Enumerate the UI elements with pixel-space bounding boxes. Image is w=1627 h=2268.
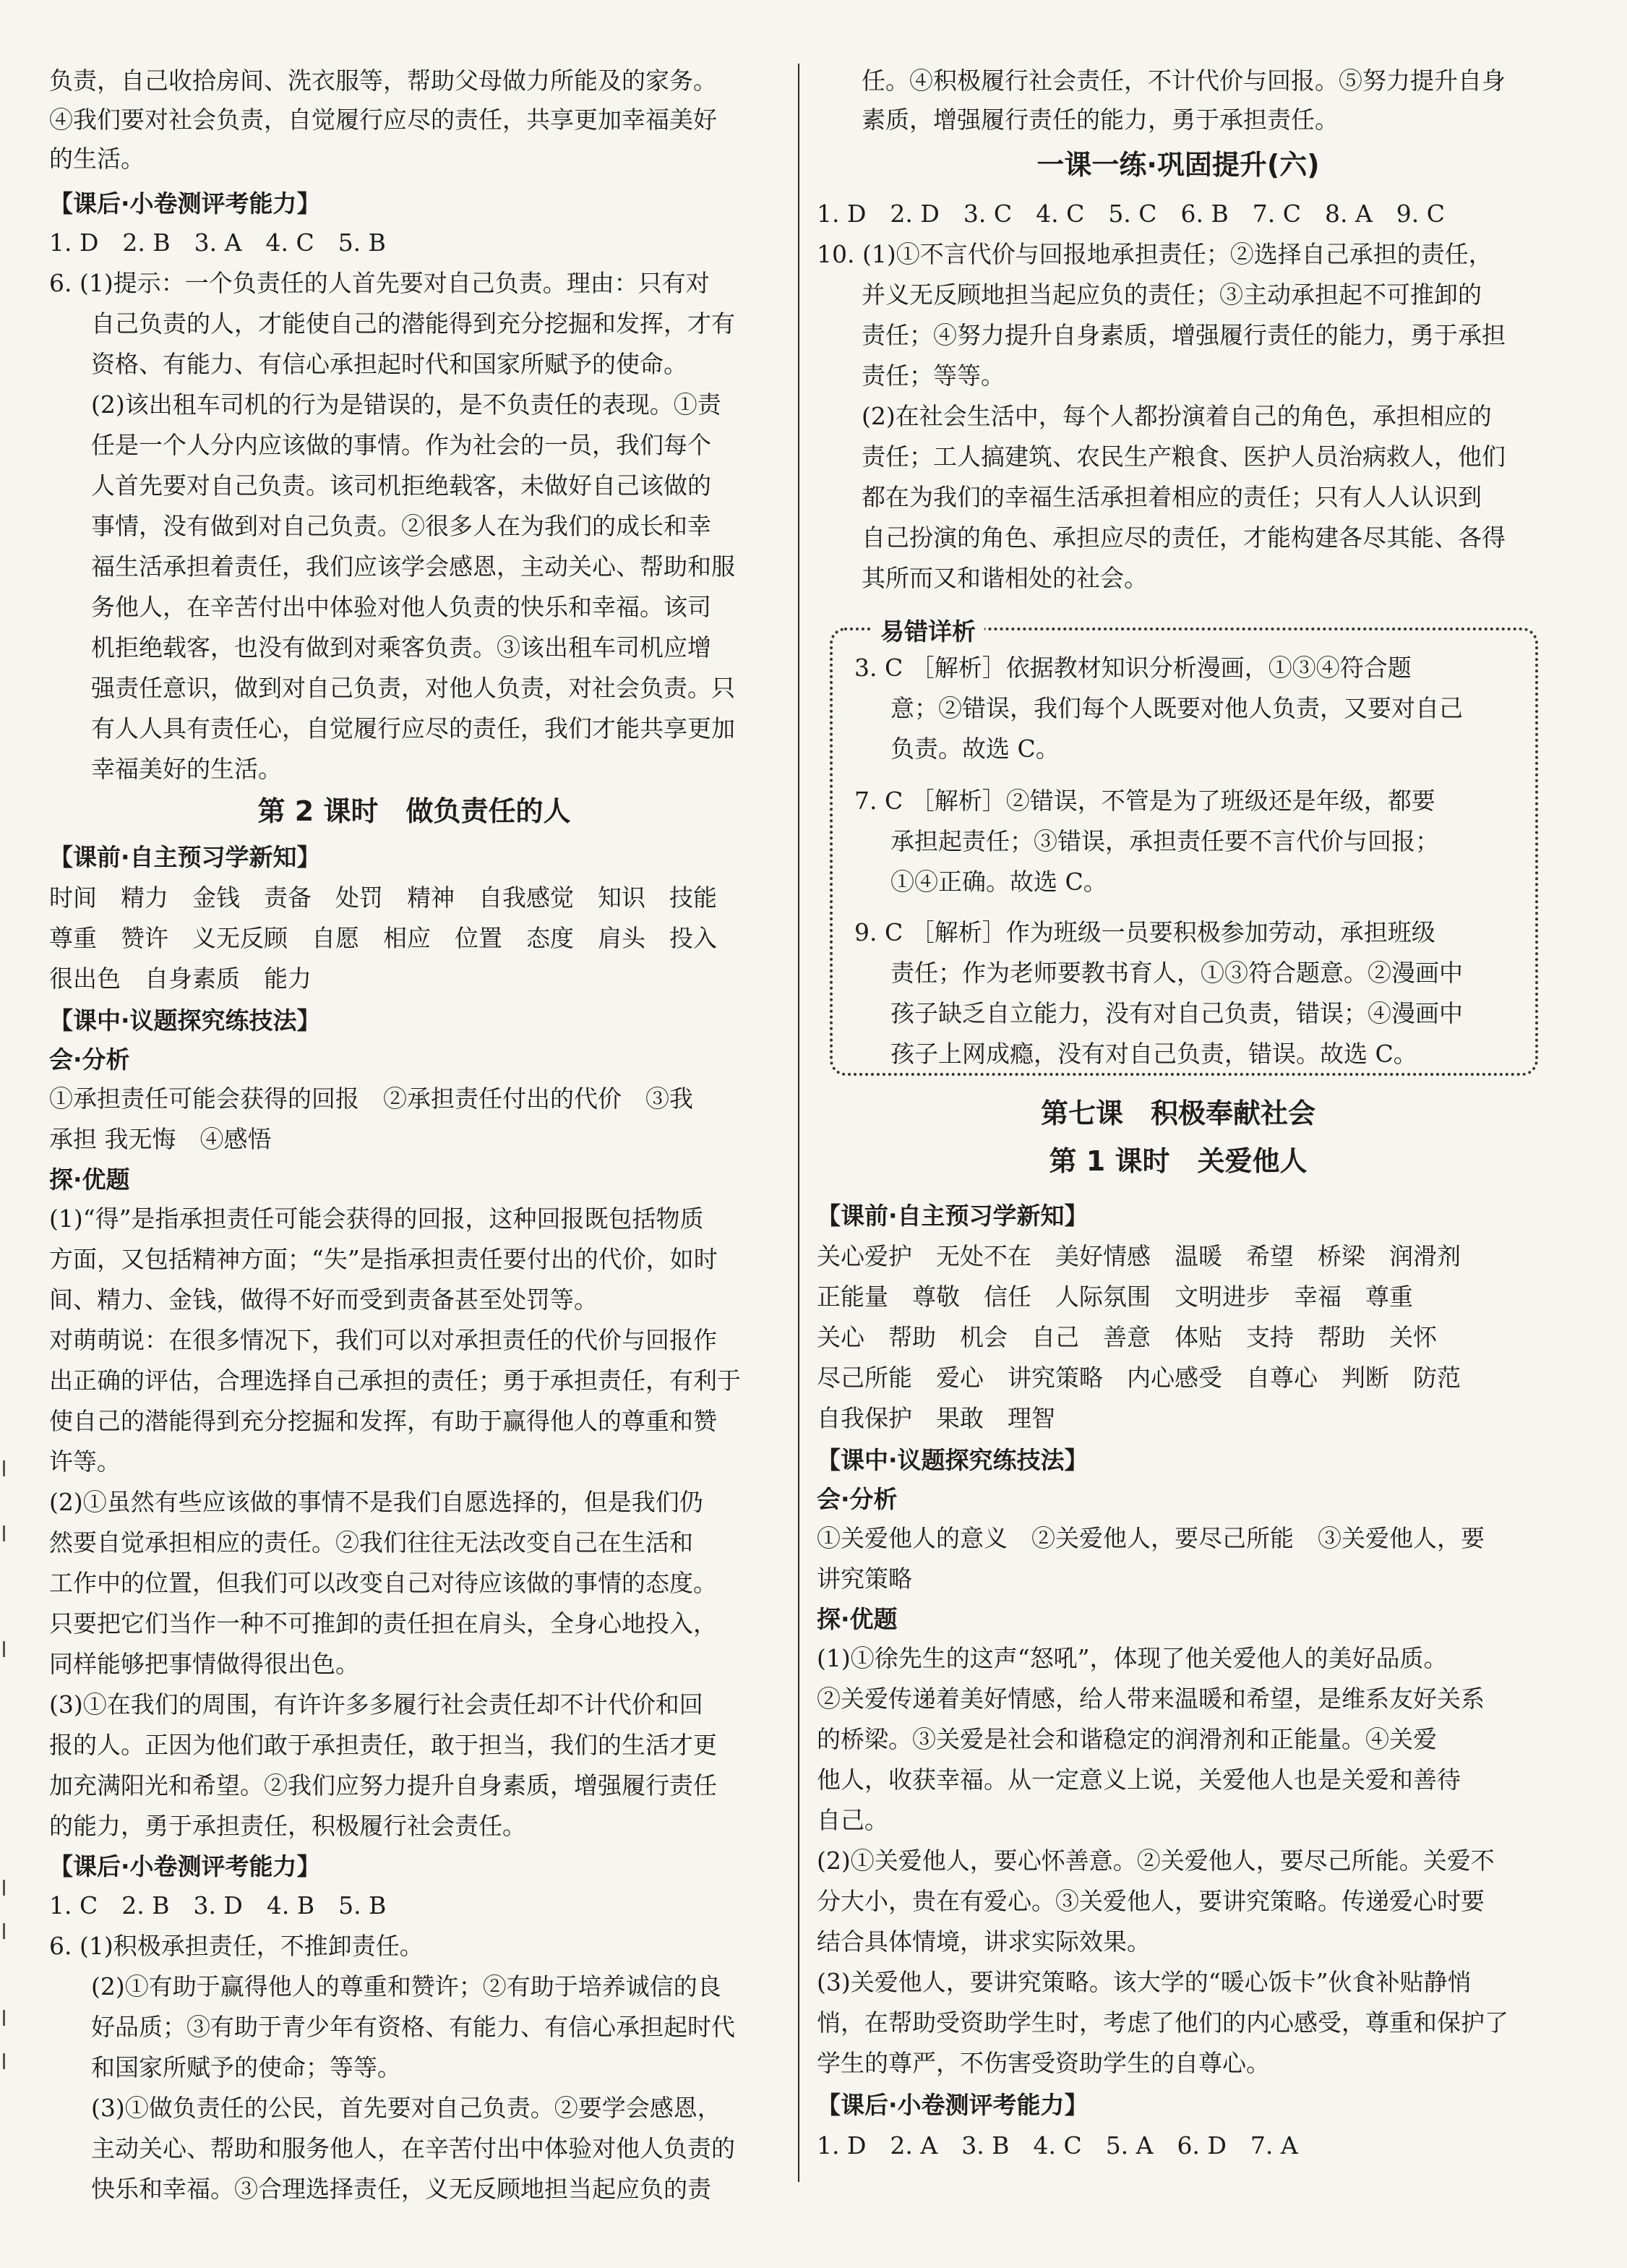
text-line: 负责，自己收拾房间、洗衣服等，帮助父母做力所能及的家务。 <box>49 67 717 95</box>
note-line: 意；②错误，我们每个人既要对他人负责，又要对自己 <box>890 694 1463 722</box>
note-line: 7. C ［解析］②错误，不管是为了班级还是年级，都要 <box>854 787 1435 815</box>
text-line: 学生的尊严，不伤害受资助学生的自尊心。 <box>817 2049 1270 2077</box>
text-line: 结合具体情境，讲求实际效果。 <box>817 1927 1151 1956</box>
text-line: 自己负责的人，才能使自己的潜能得到充分挖掘和发挥，才有 <box>91 309 735 338</box>
text-line: ④我们要对社会负责，自觉履行应尽的责任，共享更加幸福美好 <box>49 106 717 134</box>
subsection-label: 探·优题 <box>49 1165 130 1194</box>
text-line: 资格、有能力、有信心承担起时代和国家所赋予的使命。 <box>91 350 687 378</box>
note-line: 9. C ［解析］作为班级一员要积极参加劳动，承担班级 <box>854 918 1435 946</box>
text-line: (3)关爱他人，要讲究策略。该大学的“暖心饭卡”伙食补贴静悄 <box>817 1968 1472 1996</box>
note-line: 3. C ［解析］依据教材知识分析漫画，①③④符合题 <box>854 654 1412 682</box>
note-line: 责任；作为老师要教书育人，①③符合题意。②漫画中 <box>890 959 1463 987</box>
note-line: 承担起责任；③错误，承担责任要不言代价与回报； <box>890 827 1439 855</box>
answer-line: 1. C 2. B 3. D 4. B 5. B <box>49 1891 387 1920</box>
keyword-line: 关心爱护 无处不在 美好情感 温暖 希望 桥梁 润滑剂 <box>817 1242 1461 1270</box>
keyword-line: 尽己所能 爱心 讲究策略 内心感受 自尊心 判断 防范 <box>817 1364 1461 1392</box>
text-line: (2)①有助于赢得他人的尊重和赞许；②有助于培养诚信的良 <box>91 1972 721 2000</box>
text-line: 方面，又包括精神方面；“失”是指承担责任要付出的代价，如时 <box>49 1245 718 1273</box>
answer-line: 1. D 2. A 3. B 4. C 5. A 6. D 7. A <box>817 2131 1298 2160</box>
keyword-line: 时间 精力 金钱 责备 处罚 精神 自我感觉 知识 技能 <box>49 883 717 912</box>
text-line: 的桥梁。③关爱是社会和谐稳定的润滑剂和正能量。④关爱 <box>817 1725 1437 1753</box>
text-line: 报的人。正因为他们敢于承担责任，敢于担当，我们的生活才更 <box>49 1731 717 1759</box>
text-line: 责任；等等。 <box>862 361 1005 390</box>
text-line: 责任；④努力提升自身素质，增强履行责任的能力，勇于承担 <box>862 321 1506 349</box>
text-line: 间、精力、金钱，做得不好而受到责备甚至处罚等。 <box>49 1285 598 1314</box>
note-line: 孩子上网成瘾，没有对自己负责，错误。故选 C。 <box>890 1040 1417 1068</box>
answer-line: 1. D 2. B 3. A 4. C 5. B <box>49 228 386 257</box>
answer-line: 1. D 2. D 3. C 4. C 5. C 6. B 7. C 8. A 9. C <box>817 200 1446 228</box>
note-line: ①④正确。故选 C。 <box>890 868 1107 896</box>
error-analysis-title: 易错详析 <box>872 613 984 647</box>
text-line: 素质，增强履行责任的能力，勇于承担责任。 <box>862 106 1339 134</box>
text-line: 好品质；③有助于青少年有资格、有能力、有信心承担起时代 <box>91 2013 735 2041</box>
text-line: 快乐和幸福。③合理选择责任，义无反顾地担当起应负的责 <box>91 2175 711 2203</box>
text-line: 机拒绝载客，也没有做到对乘客负责。③该出租车司机应增 <box>91 633 711 662</box>
text-line: (2)在社会生活中，每个人都扮演着自己的角色，承担相应的 <box>862 402 1492 430</box>
text-line: 工作中的位置，但我们可以改变自己对待应该做的事情的态度。 <box>49 1569 717 1597</box>
text-line: ①承担责任可能会获得的回报 ②承担责任付出的代价 ③我 <box>49 1084 693 1113</box>
text-line: 幸福美好的生活。 <box>91 755 282 783</box>
text-line: 的生活。 <box>49 145 145 173</box>
subsection-label: 会·分析 <box>817 1485 898 1513</box>
text-line: (3)①做负责任的公民，首先要对自己负责。②要学会感恩， <box>91 2094 721 2122</box>
keyword-line: 正能量 尊敬 信任 人际氛围 文明进步 幸福 尊重 <box>817 1283 1413 1311</box>
text-line: 然要自觉承担相应的责任。②我们往往无法改变自己在生活和 <box>49 1528 693 1557</box>
margin-mark <box>3 1641 5 1657</box>
margin-mark <box>3 2010 5 2026</box>
text-line: (1)“得”是指承担责任可能会获得的回报，这种回报既包括物质 <box>49 1204 704 1233</box>
text-line: 加充满阳光和希望。②我们应努力提升自身素质，增强履行责任 <box>49 1771 717 1800</box>
text-line: 责任；工人搞建筑、农民生产粮食、医护人员治病救人，他们 <box>862 442 1506 471</box>
section-label: 【课后·小卷测评考能力】 <box>817 2091 1089 2119</box>
lesson-heading: 第 2 课时 做负责任的人 <box>257 795 571 827</box>
note-line: 负责。故选 C。 <box>890 735 1060 763</box>
text-line: 其所而又和谐相处的社会。 <box>862 564 1148 592</box>
section-label: 【课后·小卷测评考能力】 <box>49 1852 321 1880</box>
section-label: 【课后·小卷测评考能力】 <box>49 189 321 218</box>
section-label: 【课中·议题探究练技法】 <box>49 1006 321 1035</box>
text-line: 只要把它们当作一种不可推卸的责任担在肩头，全身心地投入， <box>49 1609 717 1638</box>
text-line: 自己扮演的角色、承担应尽的责任，才能构建各尽其能、各得 <box>862 523 1506 552</box>
text-line: 讲究策略 <box>817 1565 912 1593</box>
margin-mark <box>3 1525 5 1541</box>
text-line: 福生活承担着责任，我们应该学会感恩，主动关心、帮助和服 <box>91 552 735 581</box>
keyword-line: 关心 帮助 机会 自己 善意 体贴 支持 帮助 关怀 <box>817 1323 1437 1351</box>
chapter-heading: 第七课 积极奉献社会 <box>1040 1097 1315 1129</box>
text-line: 务他人，在辛苦付出中体验对他人负责的快乐和幸福。该司 <box>91 593 711 621</box>
column-divider <box>798 64 799 2182</box>
section-label: 【课前·自主预习学新知】 <box>49 843 321 871</box>
margin-mark <box>3 1460 5 1476</box>
text-line: 并义无反顾地担当起应负的责任；③主动承担起不可推卸的 <box>862 281 1482 309</box>
text-line: 自己。 <box>817 1806 888 1834</box>
text-line: 6. (1)提示：一个负责任的人首先要对自己负责。理由：只有对 <box>49 269 710 297</box>
text-line: 10. (1)①不言代价与回报地承担责任；②选择自己承担的责任， <box>817 240 1493 268</box>
text-line: 和国家所赋予的使命；等等。 <box>91 2053 401 2081</box>
lesson-heading: 第 1 课时 关爱他人 <box>1049 1145 1308 1177</box>
section-label: 【课中·议题探究练技法】 <box>817 1446 1089 1474</box>
section-label: 【课前·自主预习学新知】 <box>817 1202 1089 1230</box>
text-line: 任是一个人分内应该做的事情。作为社会的一员，我们每个 <box>91 431 711 459</box>
subsection-label: 探·优题 <box>817 1605 898 1633</box>
text-line: 使自己的潜能得到充分挖掘和发挥，有助于赢得他人的尊重和赞 <box>49 1407 717 1435</box>
margin-mark <box>3 1880 5 1896</box>
keyword-line: 自我保护 果敢 理智 <box>817 1404 1055 1432</box>
text-line: 事情，没有做到对自己负责。②很多人在为我们的成长和幸 <box>91 512 711 540</box>
text-line: 分大小，贵在有爱心。③关爱他人，要讲究策略。传递爱心时要 <box>817 1887 1485 1915</box>
text-line: 对萌萌说：在很多情况下，我们可以对承担责任的代价与回报作 <box>49 1326 717 1354</box>
text-line: 强责任意识，做到对自己负责，对他人负责，对社会负责。只 <box>91 674 735 702</box>
practice-heading: 一课一练·巩固提升(六) <box>1036 149 1320 181</box>
text-line: (3)①在我们的周围，有许许多多履行社会责任却不计代价和回 <box>49 1690 703 1719</box>
subsection-label: 会·分析 <box>49 1045 130 1074</box>
keyword-line: 很出色 自身素质 能力 <box>49 964 312 993</box>
error-analysis-box <box>830 617 1538 1076</box>
text-line: (2)该出租车司机的行为是错误的，是不负责任的表现。①责 <box>91 390 721 419</box>
text-line: 6. (1)积极承担责任，不推卸责任。 <box>49 1932 424 1960</box>
margin-mark <box>3 1923 5 1939</box>
text-line: 悄，在帮助受资助学生时，考虑了他们的内心感受，尊重和保护了 <box>817 2008 1508 2037</box>
text-line: 有人人具有责任心，自觉履行应尽的责任，我们才能共享更加 <box>91 714 735 743</box>
text-line: 出正确的评估，合理选择自己承担的责任；勇于承担责任，有利于 <box>49 1366 741 1395</box>
text-line: 都在为我们的幸福生活承担着相应的责任；只有人人认识到 <box>862 483 1482 511</box>
text-line: ②关爱传递着美好情感，给人带来温暖和希望，是维系友好关系 <box>817 1685 1485 1713</box>
text-line: (2)①关爱他人，要心怀善意。②关爱他人，要尽己所能。关爱不 <box>817 1847 1495 1875</box>
text-line: (1)①徐先生的这声“怒吼”，体现了他关爱他人的美好品质。 <box>817 1644 1448 1672</box>
text-line: 同样能够把事情做得很出色。 <box>49 1650 359 1678</box>
margin-mark <box>3 2053 5 2069</box>
note-line: 孩子缺乏自立能力，没有对自己负责，错误；④漫画中 <box>890 999 1463 1027</box>
text-line: 承担 我无悔 ④感悟 <box>49 1125 272 1153</box>
binding-margin-marks <box>0 1446 16 2241</box>
text-line: 任。④积极履行社会责任，不计代价与回报。⑤努力提升自身 <box>862 67 1506 95</box>
keyword-line: 尊重 赞许 义无反顾 自愿 相应 位置 态度 肩头 投入 <box>49 924 717 952</box>
text-line: 人首先要对自己负责。该司机拒绝载客，未做好自己该做的 <box>91 471 711 500</box>
text-line: 的能力，勇于承担责任，积极履行社会责任。 <box>49 1812 526 1840</box>
text-line: (2)①虽然有些应该做的事情不是我们自愿选择的，但是我们仍 <box>49 1488 703 1516</box>
text-line: 主动关心、帮助和服务他人，在辛苦付出中体验对他人负责的 <box>91 2134 735 2162</box>
text-line: ①关爱他人的意义 ②关爱他人，要尽己所能 ③关爱他人，要 <box>817 1524 1485 1552</box>
text-line: 许等。 <box>49 1447 121 1476</box>
text-line: 他人，收获幸福。从一定意义上说，关爱他人也是关爱和善待 <box>817 1766 1461 1794</box>
